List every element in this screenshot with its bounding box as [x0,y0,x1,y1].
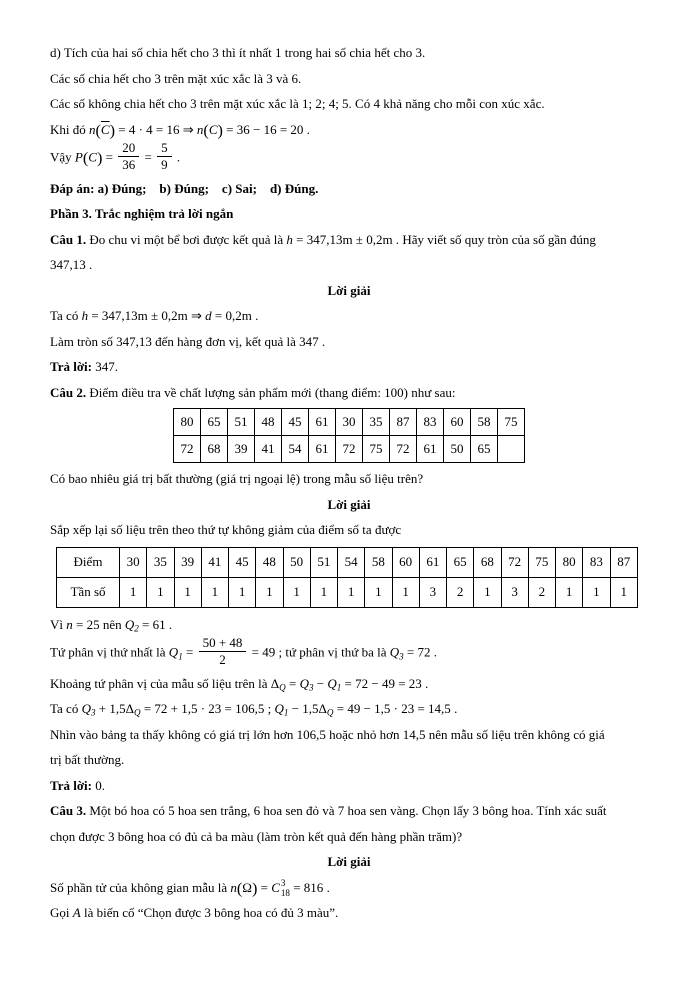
table-cell: 1 [583,577,610,607]
table-cell: 72 [390,436,417,463]
table-cell: 1 [201,577,228,607]
raw-scores-table [173,408,525,463]
rounding-note: Làm tròn số 347,13 đến hàng đơn vị, kết quả là 347 . [50,333,326,349]
paren-close: ) [96,149,103,168]
table-cell: 72 [336,436,363,463]
table-row [57,577,638,607]
paren-close: ) [251,878,258,897]
table-cell: 87 [610,547,638,577]
statement-d: d) Tích của hai số chia hết cho 3 thì ít nhất 1 trong hai số chia hết cho 3. [50,45,426,60]
paren-close: ) [109,120,116,139]
table-cell: 51 [310,547,337,577]
part-3-heading: Phần 3. Trắc nghiệm trả lời ngắn [50,206,234,221]
table-cell: 1 [120,577,147,607]
table-cell: 35 [147,547,174,577]
quartile-line: Tứ phân vị thứ nhất là $Q_1$ = $\frac{50 + 48}{2}$ = 49 ; tứ phân vị thứ ba là $Q_3 = 72$ . [50,635,438,668]
table-cell: 80 [174,409,201,436]
sorting-note: Sắp xếp lại số liệu trên theo thứ tự không giảm của điểm số ta được [50,522,402,537]
question-2: Câu 2. Điểm điều tra về chất lượng sản phẩm mới (thang điểm: 100) như sau: [50,384,456,400]
table-cell: 48 [256,547,283,577]
table-cell: 1 [392,577,419,607]
table-cell: 30 [120,547,147,577]
table-cell: 1 [474,577,501,607]
question-2-prompt: Có bao nhiêu giá trị bất thường (giá trị ngoại lệ) trong mẫu số liệu trên? [50,471,424,486]
not-divisible-by-3-note: Các số không chia hết cho 3 trên mặt xúc xắc là 1; 2; 4; 5. Có 4 khả năng cho mỗi con xúc xắc. [50,96,545,111]
table-cell: 72 [501,547,528,577]
solution-heading-3: Lời giải [327,854,371,869]
table-cell: 2 [447,577,474,607]
table-cell: 1 [610,577,638,607]
table-cell: 51 [228,409,255,436]
table-row [174,436,525,463]
delta-symbol: Δ [318,701,327,716]
table-cell: 68 [474,547,501,577]
iqr-line: Khoảng tứ phân vị của mẫu số liệu trên là $\Delta_Q = Q_3 - Q_1 = 72 - 49 = 23$ . [50,675,429,693]
table-cell: 72 [174,436,201,463]
solution-heading-2: Lời giải [327,496,371,512]
table-row [57,547,638,577]
paren-close: ) [217,120,223,139]
paren-open: ( [95,120,101,139]
table-cell: 1 [283,577,310,607]
question-1-label: Câu 1. [50,231,90,247]
table-cell: 58 [471,409,498,436]
table-cell: 65 [447,547,474,577]
table-cell: 30 [336,409,363,436]
table-cell: 1 [556,577,583,607]
solution-heading-1: Lời giải [327,282,371,298]
table-cell: Điểm [57,547,120,577]
table-cell: 3 [419,577,446,607]
c-bar-variable: $\overline{C}$ [100,121,110,137]
fraction: $\frac{20}{36}$ [118,140,139,174]
question-3: Câu 3. Một bó hoa có 5 hoa sen trắng, 6 hoa sen đỏ và 7 hoa sen vàng. Chọn lấy 3 bông hoa. Tính xác suất [50,803,607,818]
table-cell [498,436,525,463]
table-cell: 60 [444,409,471,436]
table-cell: 61 [419,547,446,577]
table-cell: 1 [365,577,392,607]
fraction: $\frac{50 + 48}{2}$ [199,635,247,669]
table-body [57,547,638,607]
table-cell: 35 [363,409,390,436]
table-cell: 50 [283,547,310,577]
table-cell: 54 [338,547,365,577]
table-cell: 1 [256,577,283,607]
table-cell: Tần số [57,577,120,607]
paren-open: ( [82,149,89,168]
answer-summary: Đáp án: a) Đúng; b) Đúng; c) Sai; d) Đúng. [50,180,319,196]
divisible-by-3-note: Các số chia hết cho 3 trên mặt xúc xắc là 3 và 6. [50,70,302,86]
combination-symbol: C [271,879,280,895]
table-cell: 1 [229,577,256,607]
table-cell: 60 [392,547,419,577]
delta-symbol: Δ [270,675,280,691]
fence-line: Ta có $Q_3 + 1,5\Delta_Q = 72 + 1,5 \cdot 23 = 106,5$ ; $Q_1 - 1,5\Delta_Q = 49 - 1,5 \cdot 23 = 14,5$ . [50,701,458,718]
table-body [174,409,525,463]
table-cell: 61 [309,436,336,463]
question-3-cont: chọn được 3 bông hoa có đủ cả ba màu (làm tròn kết quả đến hàng phần trăm)? [50,828,463,844]
table-cell: 41 [201,547,228,577]
table-cell: 68 [201,436,228,463]
question-2-label: Câu 2. [50,384,90,400]
table-cell: 39 [174,547,201,577]
table-cell: 3 [501,577,528,607]
n-c-formula: Khi đó $n(\overline{C}) = 4 \cdot 4 = 16$ ⇒ n(C) = 36 − 16 = 20 . [50,120,310,139]
paren-open: ( [203,120,209,139]
table-cell: 80 [556,547,583,577]
median-line: Vì n = 25 nên $Q_2 = 61$ . [50,616,173,634]
table-cell: 1 [174,577,201,607]
answer-line-2: Trả lời: 0. [50,777,105,793]
answer-line-1: Trả lời: 347. [50,359,118,374]
event-definition: Gọi A là biến cố “Chọn được 3 bông hoa có đủ 3 màu”. [50,905,339,920]
fraction: $\frac{5}{9}$ [157,140,172,174]
p-c-formula: Vậy P(C) = $\frac{20}{36}$ = $\frac{5}{9}$ . [50,140,181,173]
table-cell: 41 [255,436,282,463]
table-cell: 65 [471,436,498,463]
table-cell: 87 [390,409,417,436]
answer-label: Trả lời: [50,777,96,793]
table-cell: 48 [255,409,282,436]
question-1-cont: 347,13 . [50,257,93,272]
conclusion-line-1: Nhìn vào bảng ta thấy không có giá trị lớn hơn 106,5 hoặc nhỏ hơn 14,5 nên mẫu số liệu trên không có giá [50,726,605,742]
conclusion-line-2: trị bất thường. [50,752,125,767]
table-cell: 2 [528,577,555,607]
sorted-frequency-table [56,547,638,608]
table-cell: 39 [228,436,255,463]
table-cell: 61 [417,436,444,463]
table-cell: 65 [201,409,228,436]
table-row [174,409,525,436]
table-cell: 1 [310,577,337,607]
table-cell: 45 [282,409,309,436]
table-cell: 83 [583,547,610,577]
question-1: Câu 1. Đo chu vi một bể bơi được kết quả là h = 347,13m ± 0,2m . Hãy viết số quy tròn của số gần đúng [50,231,596,247]
delta-symbol: Δ [125,701,134,716]
question-3-label: Câu 3. [50,803,90,818]
table-cell: 61 [309,409,336,436]
omega-symbol: Ω [242,879,252,895]
table-cell: 1 [147,577,174,607]
table-cell: 1 [338,577,365,607]
h-d-formula: Ta có h = 347,13m ± 0,2m ⇒ d = 0,2m . [50,308,259,323]
table-cell: 54 [282,436,309,463]
combination-scripts: 3 18 [280,877,290,899]
event-a-variable: A [72,905,81,920]
table-cell: 83 [417,409,444,436]
answer-label: Trả lời: [50,359,96,374]
sample-space-formula: Số phần tử của không gian mẫu là n(Ω) = C 3 18 = 816 . [50,877,330,899]
table-cell: 75 [363,436,390,463]
table-cell: 75 [498,409,525,436]
paren-open: ( [236,878,243,897]
table-cell: 58 [365,547,392,577]
table-cell: 75 [528,547,555,577]
table-cell: 45 [229,547,256,577]
table-cell: 50 [444,436,471,463]
